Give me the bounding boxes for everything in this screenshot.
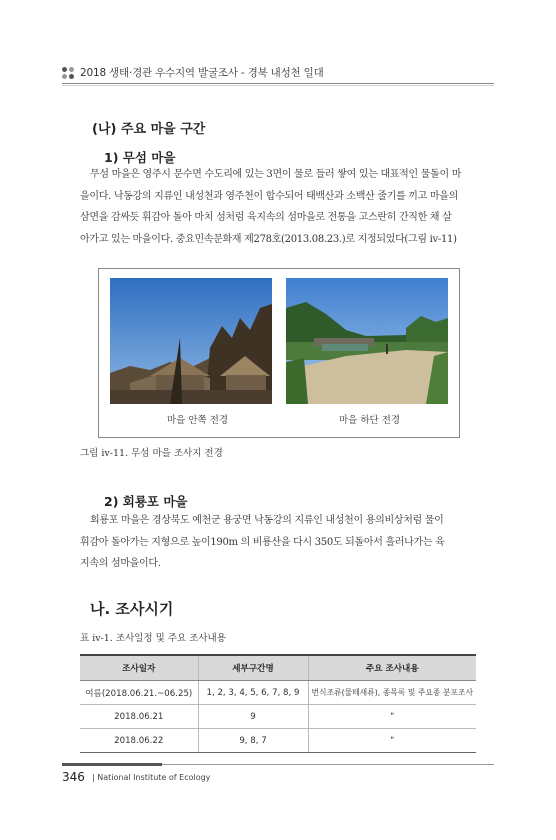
header-dots-icon [62,67,74,79]
table-caption: 표 iv-1. 조사일정 및 주요 조사내용 [80,633,226,644]
left-photo-caption: 마을 안쪽 전경 [167,415,229,426]
subsection-heading-hoeryongpo: 2) 회룡포 마을 [104,494,188,509]
footer-accent-bar [62,763,162,766]
page-number: 346 [62,770,85,784]
table-header-row [80,655,476,681]
figure-caption: 그림 iv-11. 무섬 마을 조사지 전경 [80,448,223,459]
museom-line: 을이다. 낙동강의 지류인 내성천과 영주천이 합수되어 태백산과 소백산 줄기를 끼고 마을의 [80,190,458,202]
table-header-cell: 주요 조사내용 [308,655,476,681]
hoeryongpo-line: 회룡포 마을은 경상북도 예천군 용궁면 낙동강의 지류인 내성천이 용의비상처럼 물이 [90,515,444,526]
table-cell: 2018.06.22 [80,729,198,753]
header-rule [62,83,494,84]
table-cell: 2018.06.21 [80,705,198,729]
museom-line: 삼면을 감싸듯 휘감아 돌아 마치 섬처럼 육지속의 섬마을로 전통을 고스란히 간직한 채 살 [80,212,452,223]
hoeryongpo-line: 휘감아 돌아가는 지형으로 높이190m 의 비룡산을 다시 350도 되돌아서 흘러나가는 육 [80,536,445,548]
table-row [80,681,476,705]
table-cell: 1, 2, 3, 4, 5, 6, 7, 8, 9 [198,681,308,705]
section-heading: (나) 주요 마을 구간 [92,122,206,137]
running-header [62,63,494,85]
section-title: 나. 조사시기 [90,600,174,618]
table-row [80,705,476,729]
footer-text: | National Institute of Ecology [92,773,211,782]
table-header-cell: 조사일자 [80,655,198,681]
table-cell: 번식조류(물떼새류), 종목록 및 주요종 분포조사 [308,681,476,705]
hoeryongpo-paragraph [80,510,478,575]
right-photo-caption: 마을 하단 전경 [339,415,401,426]
village-inner-photo [110,278,272,404]
subsection-heading-museom: 1) 무섬 마을 [104,150,176,165]
table-header-cell: 세부구간명 [198,655,308,681]
survey-schedule-table [80,654,476,753]
table-cell: " [308,729,476,753]
table-cell: 여름(2018.06.21.~06.25) [80,681,198,705]
table-cell: " [308,705,476,729]
hoeryongpo-line: 지속의 섬마을이다. [80,558,161,569]
table-cell: 9, 8, 7 [198,729,308,753]
header-rule-thin [62,85,494,86]
table-row [80,729,476,753]
museom-line: 무섬 마을은 영주시 문수면 수도리에 있는 3면이 물로 들러 쌓여 있는 대표적인 물돌이 마 [90,169,462,180]
museom-line: 아가고 있는 마을이다. 중요민속문화재 제278호(2013.08.23.)로 지정되었다(그림 iv-11) [80,233,457,245]
village-lower-photo [286,278,448,404]
header-text: 2018 생태·경관 우수지역 발굴조사 - 경북 내성천 일대 [80,67,324,79]
museom-paragraph [80,164,478,250]
figure-box [98,268,460,438]
table-cell: 9 [198,705,308,729]
